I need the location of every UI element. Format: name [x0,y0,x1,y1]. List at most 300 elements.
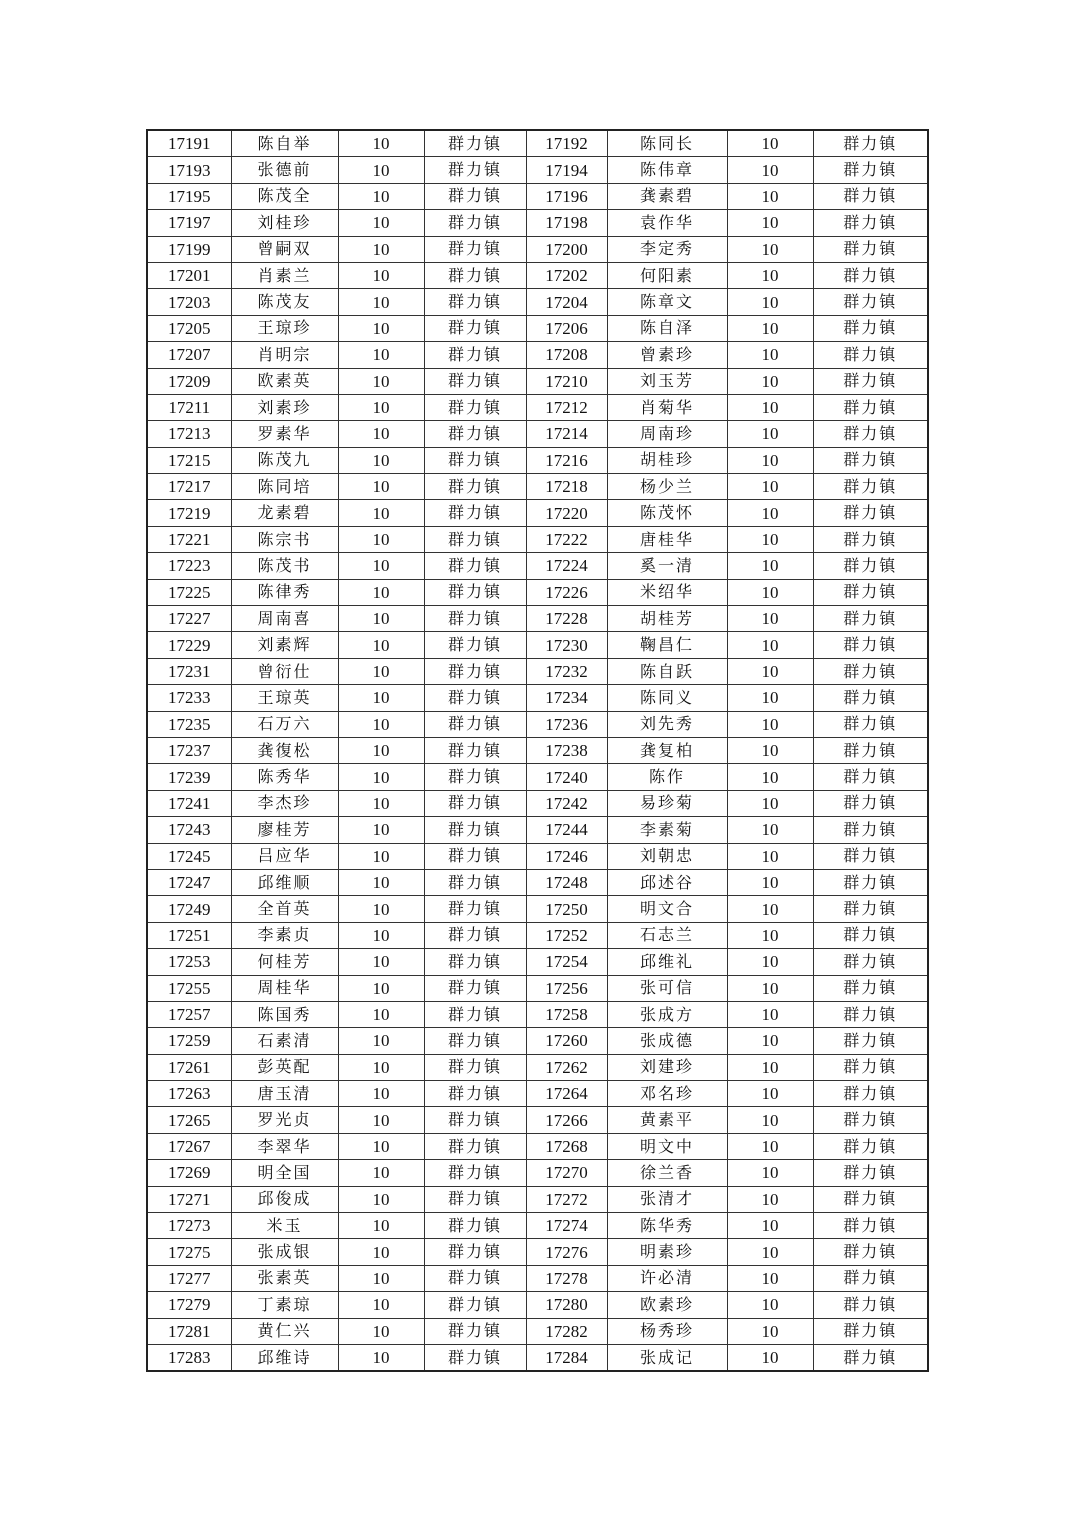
record-id-cell: 17237 [147,737,231,763]
person-name-cell: 米玉 [231,1213,338,1239]
record-id-cell: 17215 [147,447,231,473]
person-name-cell: 徐兰香 [607,1160,727,1186]
town-cell: 群力镇 [813,1054,928,1080]
table-row [147,183,928,209]
town-cell: 群力镇 [424,1107,526,1133]
record-id-cell: 17193 [147,157,231,183]
record-id-cell: 17234 [526,685,607,711]
record-id-cell: 17273 [147,1213,231,1239]
amount-cell: 10 [338,394,424,420]
person-name-cell: 明文中 [607,1133,727,1159]
record-id-cell: 17266 [526,1107,607,1133]
table-row [147,764,928,790]
town-cell: 群力镇 [424,130,526,157]
record-id-cell: 17191 [147,130,231,157]
town-cell: 群力镇 [813,1107,928,1133]
person-name-cell: 龚素碧 [607,183,727,209]
record-id-cell: 17270 [526,1160,607,1186]
town-cell: 群力镇 [424,1160,526,1186]
record-id-cell: 17240 [526,764,607,790]
record-id-cell: 17235 [147,711,231,737]
record-id-cell: 17262 [526,1054,607,1080]
town-cell: 群力镇 [424,685,526,711]
amount-cell: 10 [727,1265,813,1291]
person-name-cell: 陈同长 [607,130,727,157]
amount-cell: 10 [338,526,424,552]
amount-cell: 10 [338,342,424,368]
person-name-cell: 李翠华 [231,1133,338,1159]
table-row [147,1239,928,1265]
town-cell: 群力镇 [813,1318,928,1344]
person-name-cell: 杨秀珍 [607,1318,727,1344]
amount-cell: 10 [727,421,813,447]
person-name-cell: 陈秀华 [231,764,338,790]
town-cell: 群力镇 [424,975,526,1001]
record-id-cell: 17196 [526,183,607,209]
town-cell: 群力镇 [813,843,928,869]
person-name-cell: 龚复柏 [607,737,727,763]
amount-cell: 10 [727,210,813,236]
table-row [147,1344,928,1371]
town-cell: 群力镇 [424,711,526,737]
person-name-cell: 全首英 [231,896,338,922]
town-cell: 群力镇 [813,1133,928,1159]
town-cell: 群力镇 [813,1186,928,1212]
person-name-cell: 吕应华 [231,843,338,869]
person-name-cell: 曾衍仕 [231,658,338,684]
town-cell: 群力镇 [424,843,526,869]
town-cell: 群力镇 [813,790,928,816]
record-id-cell: 17228 [526,606,607,632]
amount-cell: 10 [338,606,424,632]
record-id-cell: 17207 [147,342,231,368]
table-row [147,1107,928,1133]
person-name-cell: 陈宗书 [231,526,338,552]
town-cell: 群力镇 [813,500,928,526]
person-name-cell: 陈茂友 [231,289,338,315]
person-name-cell: 肖素兰 [231,262,338,288]
town-cell: 群力镇 [424,949,526,975]
table-row [147,1081,928,1107]
table-row [147,1213,928,1239]
person-name-cell: 周南珍 [607,421,727,447]
amount-cell: 10 [338,315,424,341]
person-name-cell: 何桂芳 [231,949,338,975]
record-id-cell: 17213 [147,421,231,447]
amount-cell: 10 [338,157,424,183]
record-id-cell: 17233 [147,685,231,711]
record-id-cell: 17276 [526,1239,607,1265]
person-name-cell: 奚一清 [607,553,727,579]
table-row [147,500,928,526]
town-cell: 群力镇 [813,130,928,157]
amount-cell: 10 [727,1107,813,1133]
town-cell: 群力镇 [813,315,928,341]
table-row [147,210,928,236]
record-id-cell: 17226 [526,579,607,605]
town-cell: 群力镇 [813,658,928,684]
person-name-cell: 陈茂全 [231,183,338,209]
person-name-cell: 明全国 [231,1160,338,1186]
record-id-cell: 17261 [147,1054,231,1080]
amount-cell: 10 [338,1213,424,1239]
amount-cell: 10 [727,236,813,262]
record-id-cell: 17216 [526,447,607,473]
town-cell: 群力镇 [813,1292,928,1318]
record-id-cell: 17210 [526,368,607,394]
record-id-cell: 17263 [147,1081,231,1107]
amount-cell: 10 [727,922,813,948]
table-row [147,1186,928,1212]
town-cell: 群力镇 [424,262,526,288]
amount-cell: 10 [338,975,424,1001]
table-row [147,526,928,552]
record-id-cell: 17192 [526,130,607,157]
person-name-cell: 周桂华 [231,975,338,1001]
town-cell: 群力镇 [424,421,526,447]
town-cell: 群力镇 [424,606,526,632]
amount-cell: 10 [338,737,424,763]
person-name-cell: 唐桂华 [607,526,727,552]
town-cell: 群力镇 [424,896,526,922]
amount-cell: 10 [338,236,424,262]
record-id-cell: 17243 [147,817,231,843]
town-cell: 群力镇 [813,737,928,763]
town-cell: 群力镇 [813,289,928,315]
town-cell: 群力镇 [813,394,928,420]
amount-cell: 10 [338,896,424,922]
town-cell: 群力镇 [813,526,928,552]
record-id-cell: 17259 [147,1028,231,1054]
record-id-cell: 17253 [147,949,231,975]
town-cell: 群力镇 [813,896,928,922]
person-name-cell: 张成银 [231,1239,338,1265]
town-cell: 群力镇 [813,711,928,737]
record-id-cell: 17267 [147,1133,231,1159]
person-name-cell: 陈自举 [231,130,338,157]
table-row [147,896,928,922]
record-id-cell: 17194 [526,157,607,183]
person-name-cell: 何阳素 [607,262,727,288]
amount-cell: 10 [338,632,424,658]
amount-cell: 10 [338,368,424,394]
record-id-cell: 17220 [526,500,607,526]
record-id-cell: 17239 [147,764,231,790]
town-cell: 群力镇 [813,1239,928,1265]
person-name-cell: 肖明宗 [231,342,338,368]
town-cell: 群力镇 [813,606,928,632]
record-id-cell: 17198 [526,210,607,236]
record-id-cell: 17252 [526,922,607,948]
record-id-cell: 17202 [526,262,607,288]
record-id-cell: 17221 [147,526,231,552]
table-row [147,157,928,183]
amount-cell: 10 [727,526,813,552]
record-id-cell: 17219 [147,500,231,526]
record-id-cell: 17242 [526,790,607,816]
person-name-cell: 邱述谷 [607,869,727,895]
town-cell: 群力镇 [813,579,928,605]
person-name-cell: 邓名珍 [607,1081,727,1107]
town-cell: 群力镇 [424,1213,526,1239]
town-cell: 群力镇 [424,210,526,236]
record-id-cell: 17201 [147,262,231,288]
record-id-cell: 17232 [526,658,607,684]
table-row [147,1001,928,1027]
amount-cell: 10 [338,262,424,288]
town-cell: 群力镇 [424,289,526,315]
record-id-cell: 17200 [526,236,607,262]
amount-cell: 10 [338,1292,424,1318]
person-name-cell: 张成方 [607,1001,727,1027]
table-row [147,421,928,447]
town-cell: 群力镇 [813,1081,928,1107]
table-row [147,394,928,420]
amount-cell: 10 [727,869,813,895]
amount-cell: 10 [727,658,813,684]
person-name-cell: 陈自跃 [607,658,727,684]
town-cell: 群力镇 [424,764,526,790]
amount-cell: 10 [338,210,424,236]
table-row [147,447,928,473]
town-cell: 群力镇 [424,737,526,763]
record-id-cell: 17283 [147,1344,231,1371]
person-name-cell: 石志兰 [607,922,727,948]
amount-cell: 10 [338,1160,424,1186]
person-name-cell: 陈国秀 [231,1001,338,1027]
person-name-cell: 张素英 [231,1265,338,1291]
amount-cell: 10 [727,1344,813,1371]
person-name-cell: 刘先秀 [607,711,727,737]
person-name-cell: 袁作华 [607,210,727,236]
town-cell: 群力镇 [813,474,928,500]
record-id-cell: 17241 [147,790,231,816]
amount-cell: 10 [727,1028,813,1054]
table-row [147,711,928,737]
table-row [147,130,928,157]
record-id-cell: 17230 [526,632,607,658]
table-row [147,474,928,500]
amount-cell: 10 [338,447,424,473]
amount-cell: 10 [727,737,813,763]
record-id-cell: 17197 [147,210,231,236]
person-name-cell: 刘桂珍 [231,210,338,236]
table-row [147,658,928,684]
table-row [147,975,928,1001]
amount-cell: 10 [727,342,813,368]
record-id-cell: 17281 [147,1318,231,1344]
person-name-cell: 李定秀 [607,236,727,262]
record-id-cell: 17204 [526,289,607,315]
amount-cell: 10 [727,579,813,605]
amount-cell: 10 [338,817,424,843]
amount-cell: 10 [727,183,813,209]
record-id-cell: 17203 [147,289,231,315]
person-name-cell: 胡桂芳 [607,606,727,632]
town-cell: 群力镇 [813,975,928,1001]
record-id-cell: 17227 [147,606,231,632]
amount-cell: 10 [338,289,424,315]
amount-cell: 10 [338,1054,424,1080]
record-id-cell: 17211 [147,394,231,420]
record-id-cell: 17225 [147,579,231,605]
record-id-cell: 17277 [147,1265,231,1291]
amount-cell: 10 [727,1133,813,1159]
record-id-cell: 17199 [147,236,231,262]
amount-cell: 10 [727,817,813,843]
record-id-cell: 17250 [526,896,607,922]
record-id-cell: 17217 [147,474,231,500]
person-name-cell: 邱维顺 [231,869,338,895]
town-cell: 群力镇 [424,1318,526,1344]
person-name-cell: 周南喜 [231,606,338,632]
roster-table [146,129,929,1372]
person-name-cell: 曾嗣双 [231,236,338,262]
person-name-cell: 刘素珍 [231,394,338,420]
town-cell: 群力镇 [424,368,526,394]
person-name-cell: 易珍菊 [607,790,727,816]
person-name-cell: 欧素珍 [607,1292,727,1318]
person-name-cell: 陈华秀 [607,1213,727,1239]
person-name-cell: 李素菊 [607,817,727,843]
town-cell: 群力镇 [813,685,928,711]
amount-cell: 10 [727,1213,813,1239]
record-id-cell: 17245 [147,843,231,869]
person-name-cell: 陈同义 [607,685,727,711]
table-row [147,1160,928,1186]
amount-cell: 10 [727,843,813,869]
person-name-cell: 陈茂怀 [607,500,727,526]
town-cell: 群力镇 [813,342,928,368]
amount-cell: 10 [727,1054,813,1080]
record-id-cell: 17214 [526,421,607,447]
person-name-cell: 米绍华 [607,579,727,605]
person-name-cell: 张可信 [607,975,727,1001]
town-cell: 群力镇 [813,368,928,394]
table-row [147,368,928,394]
amount-cell: 10 [727,1292,813,1318]
amount-cell: 10 [727,1081,813,1107]
town-cell: 群力镇 [424,236,526,262]
record-id-cell: 17265 [147,1107,231,1133]
town-cell: 群力镇 [424,1081,526,1107]
town-cell: 群力镇 [813,1028,928,1054]
amount-cell: 10 [727,975,813,1001]
person-name-cell: 张成记 [607,1344,727,1371]
person-name-cell: 曾素珍 [607,342,727,368]
person-name-cell: 邱俊成 [231,1186,338,1212]
town-cell: 群力镇 [424,817,526,843]
record-id-cell: 17280 [526,1292,607,1318]
person-name-cell: 胡桂珍 [607,447,727,473]
town-cell: 群力镇 [424,394,526,420]
record-id-cell: 17272 [526,1186,607,1212]
person-name-cell: 陈同培 [231,474,338,500]
town-cell: 群力镇 [813,1001,928,1027]
person-name-cell: 罗素华 [231,421,338,447]
amount-cell: 10 [338,183,424,209]
town-cell: 群力镇 [424,1265,526,1291]
town-cell: 群力镇 [424,526,526,552]
table-row [147,289,928,315]
person-name-cell: 欧素英 [231,368,338,394]
person-name-cell: 陈自泽 [607,315,727,341]
amount-cell: 10 [338,949,424,975]
person-name-cell: 邱维礼 [607,949,727,975]
table-row [147,922,928,948]
town-cell: 群力镇 [424,1001,526,1027]
record-id-cell: 17244 [526,817,607,843]
record-id-cell: 17251 [147,922,231,948]
town-cell: 群力镇 [424,553,526,579]
table-row [147,817,928,843]
table-row [147,632,928,658]
person-name-cell: 刘朝忠 [607,843,727,869]
town-cell: 群力镇 [424,1133,526,1159]
person-name-cell: 龙素碧 [231,500,338,526]
amount-cell: 10 [727,447,813,473]
person-name-cell: 王琼珍 [231,315,338,341]
amount-cell: 10 [727,949,813,975]
amount-cell: 10 [338,764,424,790]
amount-cell: 10 [338,1344,424,1371]
town-cell: 群力镇 [813,869,928,895]
town-cell: 群力镇 [424,632,526,658]
town-cell: 群力镇 [424,447,526,473]
town-cell: 群力镇 [424,1344,526,1371]
town-cell: 群力镇 [813,553,928,579]
table-row [147,236,928,262]
amount-cell: 10 [727,1239,813,1265]
town-cell: 群力镇 [424,790,526,816]
table-row [147,606,928,632]
amount-cell: 10 [338,421,424,447]
town-cell: 群力镇 [813,262,928,288]
person-name-cell: 王琼英 [231,685,338,711]
town-cell: 群力镇 [813,949,928,975]
table-row [147,553,928,579]
person-name-cell: 罗光贞 [231,1107,338,1133]
record-id-cell: 17222 [526,526,607,552]
town-cell: 群力镇 [813,236,928,262]
amount-cell: 10 [727,553,813,579]
town-cell: 群力镇 [813,1160,928,1186]
record-id-cell: 17282 [526,1318,607,1344]
amount-cell: 10 [727,315,813,341]
record-id-cell: 17255 [147,975,231,1001]
amount-cell: 10 [727,790,813,816]
town-cell: 群力镇 [424,1028,526,1054]
amount-cell: 10 [338,1001,424,1027]
town-cell: 群力镇 [424,1292,526,1318]
amount-cell: 10 [727,500,813,526]
amount-cell: 10 [338,1133,424,1159]
table-row [147,1054,928,1080]
record-id-cell: 17264 [526,1081,607,1107]
record-id-cell: 17284 [526,1344,607,1371]
town-cell: 群力镇 [813,922,928,948]
amount-cell: 10 [727,1318,813,1344]
record-id-cell: 17274 [526,1213,607,1239]
amount-cell: 10 [338,500,424,526]
town-cell: 群力镇 [424,315,526,341]
record-id-cell: 17249 [147,896,231,922]
amount-cell: 10 [727,764,813,790]
town-cell: 群力镇 [424,342,526,368]
town-cell: 群力镇 [813,1344,928,1371]
record-id-cell: 17229 [147,632,231,658]
town-cell: 群力镇 [424,658,526,684]
